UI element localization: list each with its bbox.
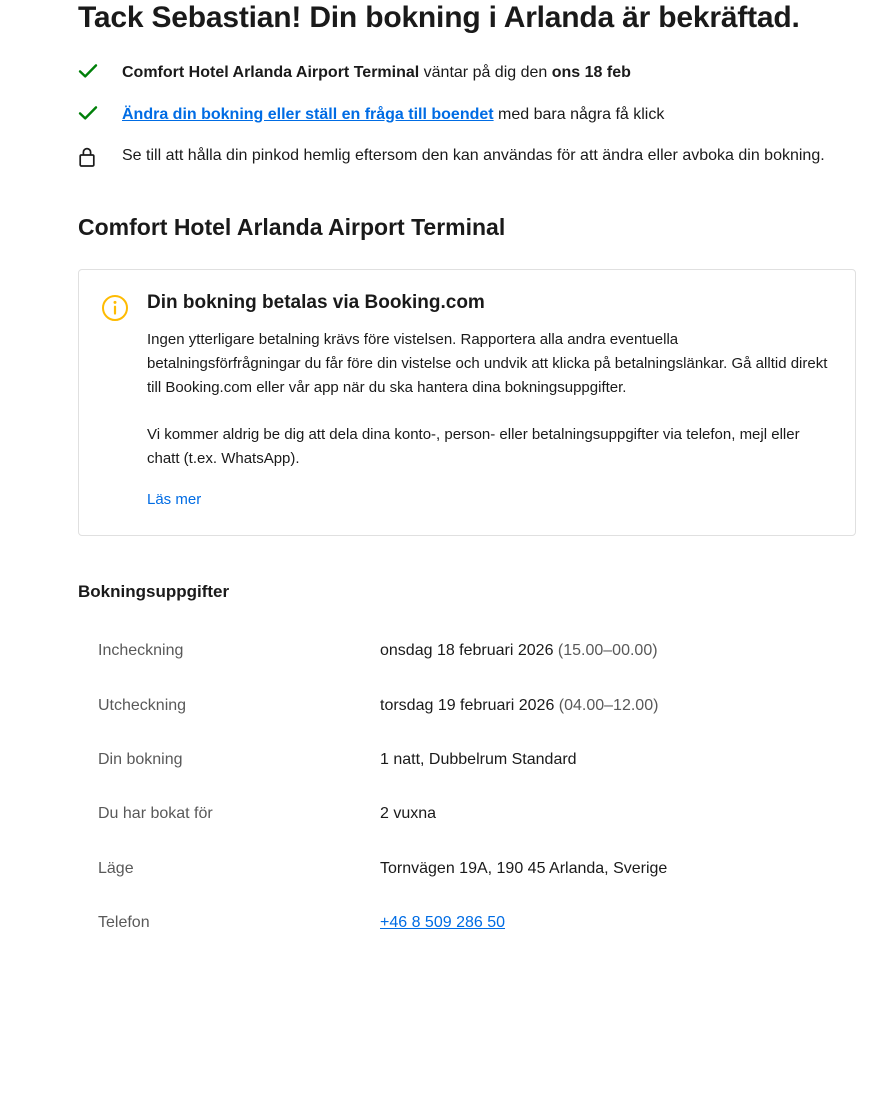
read-more-link[interactable]: Läs mer [147, 491, 202, 509]
highlight-text-2 [122, 103, 664, 126]
list-item [78, 103, 856, 126]
detail-label-checkin: Incheckning [98, 642, 184, 660]
table-row [78, 624, 856, 678]
detail-value-booking: 1 natt, Dubbelrum Standard [380, 751, 577, 769]
highlight-middle-1: väntar på dig den [419, 64, 552, 82]
callout-title: Din bokning betalas via Booking.com [147, 291, 485, 313]
detail-value-location: Tornvägen 19A, 190 45 Arlanda, Sverige [380, 859, 668, 877]
detail-value-checkout [380, 679, 856, 733]
callout-paragraph-1: Ingen ytterligare betalning krävs före vistelsen. Rapportera alla andra eventuella betalningsförfrågningar du får före din vistelse och undvik att klicka på betalningslänkar. Gå alltid direkt till Booking.com eller vår app när du ska hantera dina bokningsuppgifter. [147, 330, 828, 397]
table-row [78, 787, 856, 841]
detail-value-guests: 2 vuxna [380, 805, 437, 823]
phone-link[interactable]: +46 8 509 286 50 [380, 914, 506, 932]
checkout-hours: (04.00–12.00) [554, 696, 659, 714]
table-row [78, 733, 856, 787]
lock-icon [78, 144, 102, 168]
checkin-hours: (15.00–00.00) [553, 642, 658, 660]
booking-details-heading: Bokningsuppgifter [78, 582, 230, 602]
highlight-middle-2: med bara några få klick [493, 105, 665, 123]
booking-details-table [78, 624, 856, 950]
highlight-text-1 [122, 61, 631, 84]
modify-booking-link[interactable]: Ändra din bokning eller ställ en fråga till boendet [122, 105, 494, 123]
detail-label-phone: Telefon [98, 914, 150, 932]
payment-info-callout [78, 269, 856, 536]
checkmark-icon [78, 103, 102, 121]
detail-label-location: Läge [98, 859, 134, 877]
hotel-name-bold: Comfort Hotel Arlanda Airport Terminal [122, 64, 420, 82]
info-icon [101, 292, 131, 327]
pin-warning-text: Se till att hålla din pinkod hemlig eftersom den kan användas för att ändra eller avboka din bokning. [122, 146, 825, 164]
checkin-date: onsdag 18 februari 2026 [380, 642, 554, 660]
list-item [78, 61, 856, 84]
table-row [78, 679, 856, 733]
highlight-list [78, 61, 856, 167]
detail-label-booking: Din bokning [98, 751, 183, 769]
checkmark-icon [78, 61, 102, 79]
table-row [78, 842, 856, 896]
detail-value-phone [380, 896, 856, 950]
detail-label-guests: Du har bokat för [98, 805, 213, 823]
hotel-name-heading: Comfort Hotel Arlanda Airport Terminal [78, 213, 506, 240]
detail-value-checkin [380, 624, 856, 678]
arrival-date-bold: ons 18 feb [551, 64, 631, 82]
table-row [78, 896, 856, 950]
page-title: Tack Sebastian! Din bokning i Arlanda är bekräftad. [78, 1, 800, 34]
detail-label-checkout: Utcheckning [98, 696, 187, 714]
callout-paragraph-2: Vi kommer aldrig be dig att dela dina konto-, person- eller betalningsuppgifter via telefon, mejl eller chatt (t.ex. WhatsApp). [147, 425, 800, 467]
callout-body [147, 292, 829, 509]
checkout-date: torsdag 19 februari 2026 [380, 696, 555, 714]
list-item [78, 144, 856, 168]
